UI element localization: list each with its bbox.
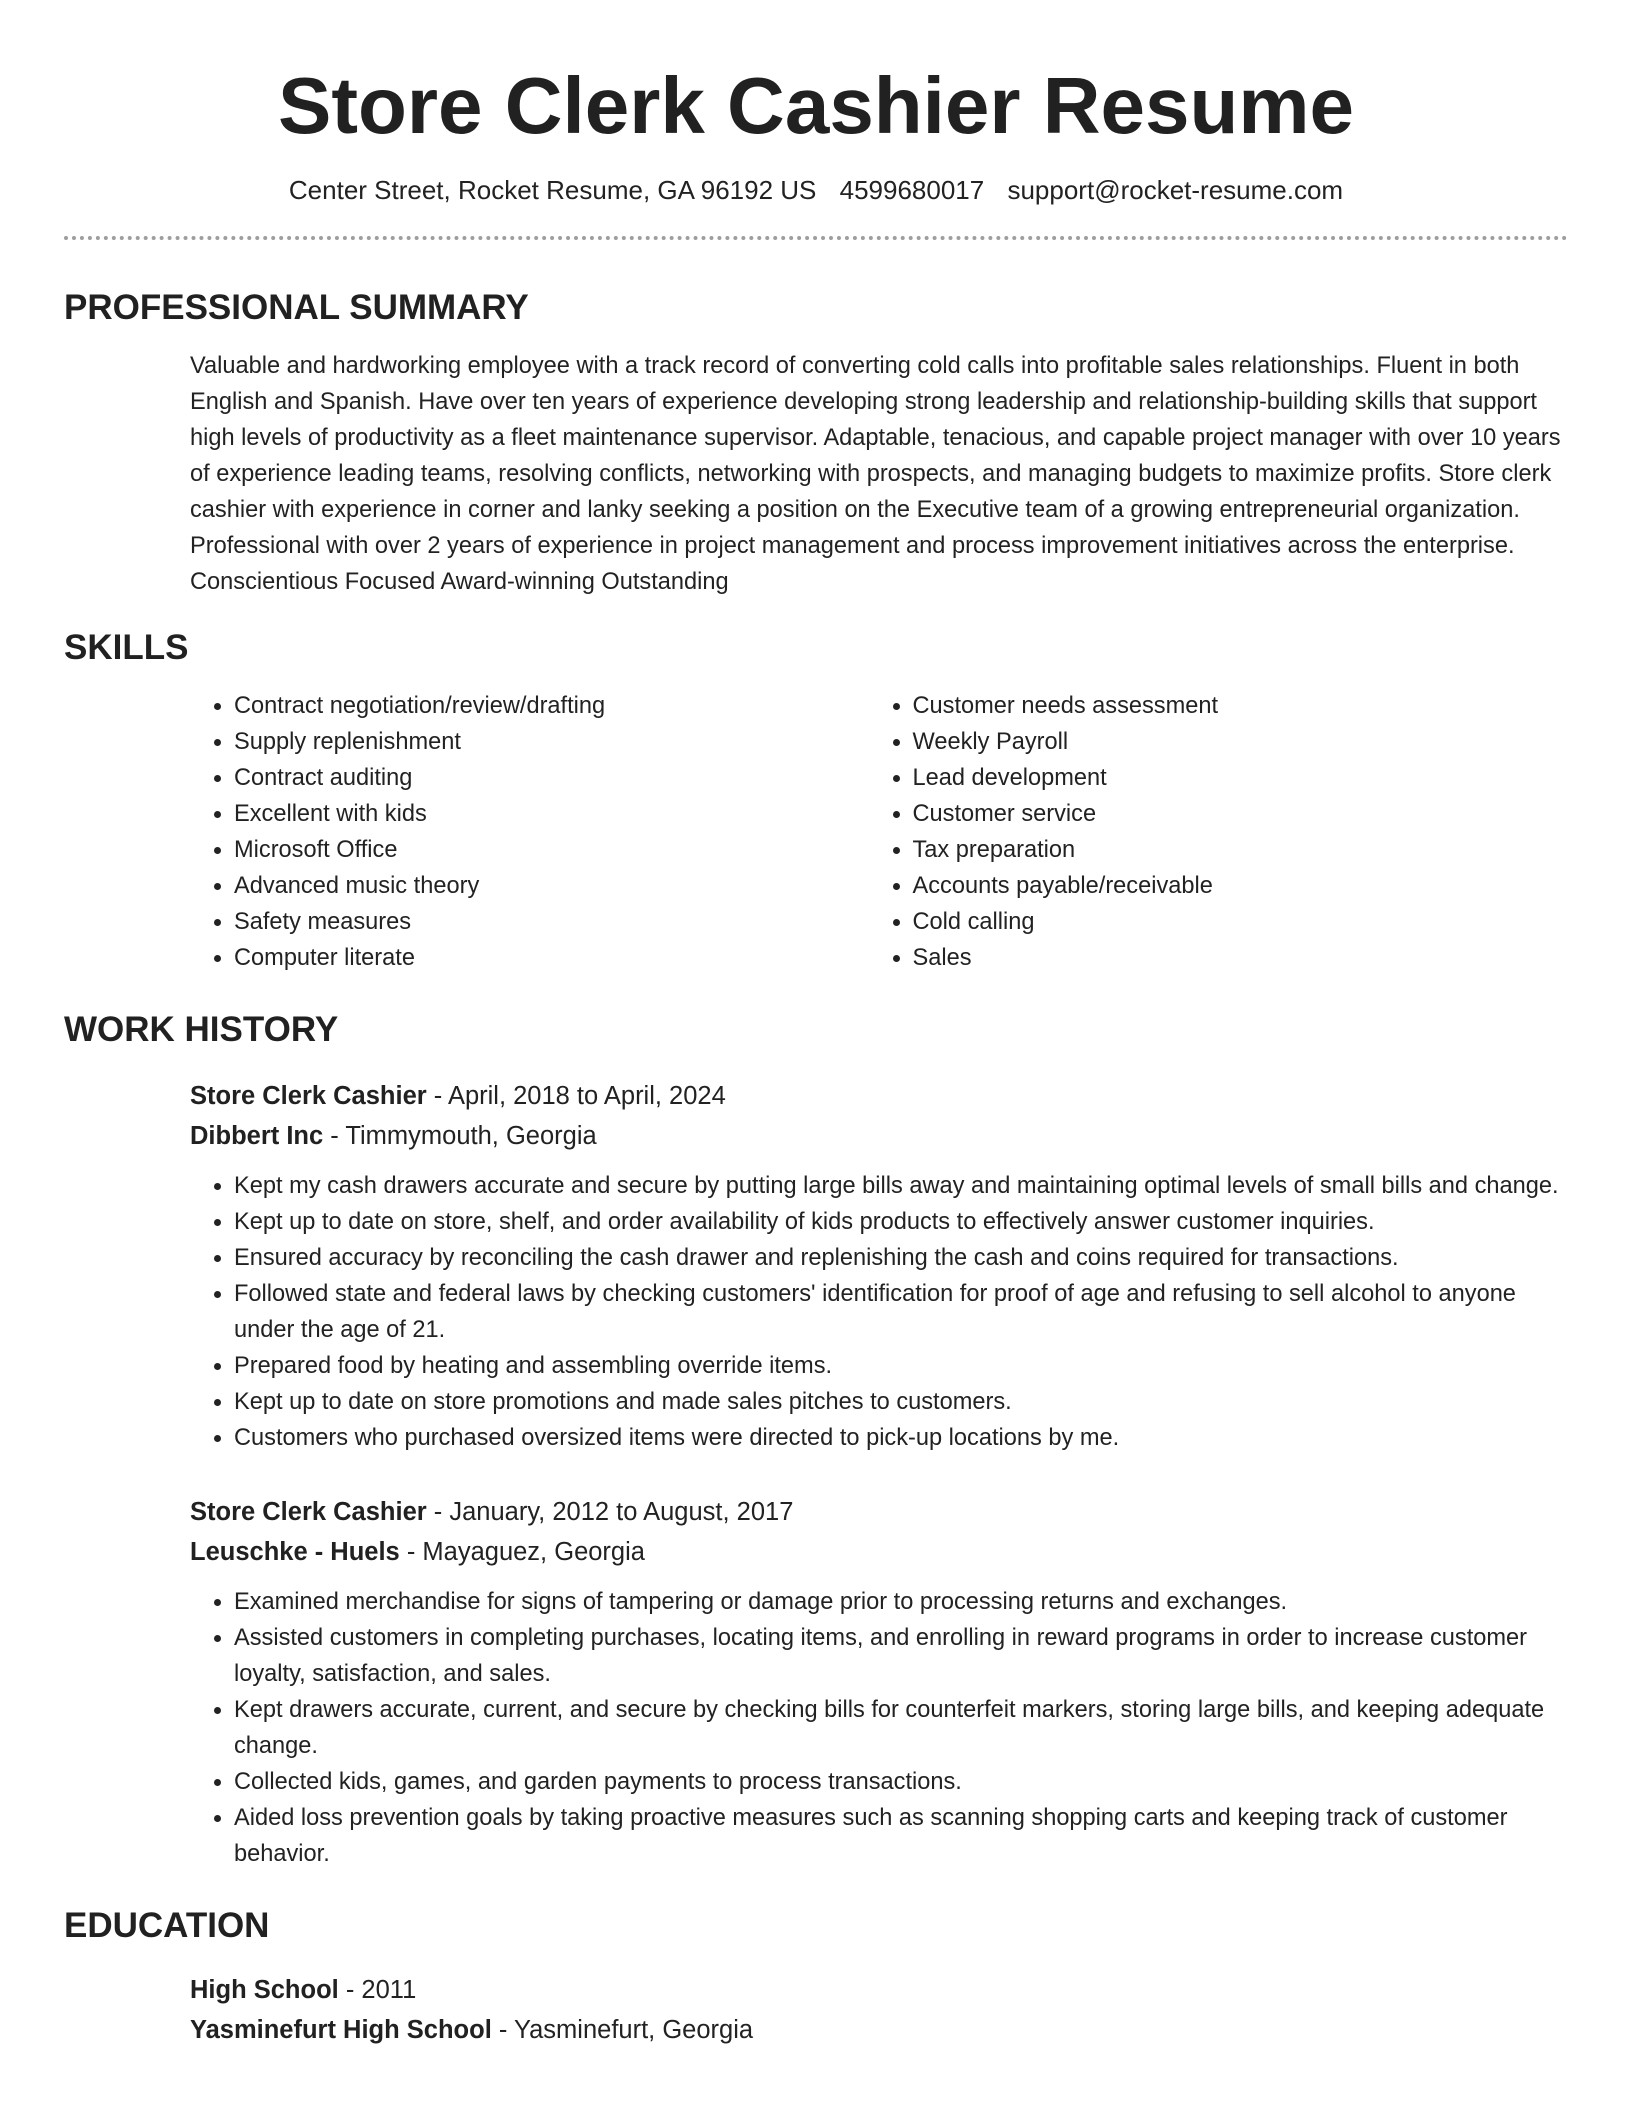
job-bullet: • Collected kids, games, and garden payments to process transactions. <box>234 1764 1568 1800</box>
education-school-line <box>190 2010 1568 2050</box>
job-bullet: • Assisted customers in completing purchases, locating items, and enrolling in reward programs in order to increase customer loyalty, satisfaction, and sales. <box>234 1620 1568 1692</box>
contact-line <box>64 174 1568 206</box>
job-dates: - January, 2012 to August, 2017 <box>426 1498 794 1526</box>
job-entry <box>190 1492 1568 1872</box>
summary-heading: PROFESSIONAL SUMMARY <box>64 288 529 327</box>
education-heading: EDUCATION <box>64 1906 270 1945</box>
skill-item: • Tax preparation <box>913 832 1568 868</box>
job-location: - Timmymouth, Georgia <box>323 1122 597 1150</box>
job-bullet: • Aided loss prevention goals by taking proactive measures such as scanning shopping carts and keeping track of customer behavior. <box>234 1800 1568 1872</box>
contact-email: support@rocket-resume.com <box>1007 175 1344 205</box>
job-bullet: • Ensured accuracy by reconciling the cash drawer and replenishing the cash and coins required for transactions. <box>234 1240 1568 1276</box>
skill-item: • Contract negotiation/review/drafting <box>234 688 869 724</box>
job-bullet: • Kept drawers accurate, current, and secure by checking bills for counterfeit markers, storing large bills, and keeping adequate change. <box>234 1692 1568 1764</box>
header-divider <box>64 236 1568 240</box>
job-company-line <box>190 1116 1568 1156</box>
job-entry <box>190 1076 1568 1456</box>
job-location: - Mayaguez, Georgia <box>399 1538 645 1566</box>
job-bullet: • Examined merchandise for signs of tampering or damage prior to processing returns and exchanges. <box>234 1584 1568 1620</box>
job-bullet: • Customers who purchased oversized items were directed to pick-up locations by me. <box>234 1420 1568 1456</box>
skill-item: • Contract auditing <box>234 760 869 796</box>
job-bullet: • Prepared food by heating and assembling override items. <box>234 1348 1568 1384</box>
job-company: Leuschke - Huels <box>190 1538 400 1566</box>
education-degree-line <box>190 1970 1568 2010</box>
education-school: Yasminefurt High School <box>190 2016 492 2044</box>
education-location: - Yasminefurt, Georgia <box>491 2016 754 2044</box>
job-bullet: • Followed state and federal laws by checking customers' identification for proof of age and refusing to sell alcohol to anyone under the age of 21. <box>234 1276 1568 1348</box>
job-bullets <box>190 1584 1568 1872</box>
skill-item: • Cold calling <box>913 904 1568 940</box>
job-bullet: • Kept my cash drawers accurate and secure by putting large bills away and maintaining optimal levels of small bills and change. <box>234 1168 1568 1204</box>
work-history-section <box>190 1076 1568 1872</box>
job-company-line <box>190 1532 1568 1572</box>
skill-item: • Accounts payable/receivable <box>913 868 1568 904</box>
skill-item: • Microsoft Office <box>234 832 869 868</box>
job-bullet: • Kept up to date on store, shelf, and order availability of kids products to effectively answer customer inquiries. <box>234 1204 1568 1240</box>
skills-column-left <box>190 688 869 976</box>
summary-text: Valuable and hardworking employee with a track record of converting cold calls into profitable sales relationships. Fluent in both English and Spanish. Have over ten years of experience developing strong leadership and relationship-building skills that support high levels of productivity as a fleet maintenance supervisor. Adaptable, tenacious, and capable project manager with over 10 years of experience leading teams, resolving conflicts, networking with prospects, and managing budgets to maximize profits. Store clerk cashier with experience in corner and lanky seeking a position on the Executive team of a growing entrepreneurial organization. Professional with over 2 years of experience in project management and process improvement initiatives across the enterprise. Conscientious Focused Award-winning Outstanding <box>190 353 1561 595</box>
skills-list <box>190 688 1568 976</box>
skill-item: • Customer service <box>913 796 1568 832</box>
skill-item: • Lead development <box>913 760 1568 796</box>
skill-item: • Supply replenishment <box>234 724 869 760</box>
summary-section <box>190 348 1568 600</box>
contact-address: Center Street, Rocket Resume, GA 96192 US <box>288 175 817 205</box>
job-dates: - April, 2018 to April, 2024 <box>426 1082 726 1110</box>
skill-item: • Computer literate <box>234 940 869 976</box>
job-title-line <box>190 1492 1568 1532</box>
skills-column-right <box>869 688 1568 976</box>
skills-heading: SKILLS <box>64 628 189 667</box>
education-year: - 2011 <box>338 1976 417 2004</box>
job-bullets <box>190 1168 1568 1456</box>
resume-title: Store Clerk Cashier Resume <box>277 61 1354 150</box>
job-title: Store Clerk Cashier <box>190 1082 427 1110</box>
job-company: Dibbert Inc <box>190 1122 324 1150</box>
job-title: Store Clerk Cashier <box>190 1498 427 1526</box>
skill-item: • Weekly Payroll <box>913 724 1568 760</box>
education-degree: High School <box>190 1976 339 2004</box>
skill-item: • Advanced music theory <box>234 868 869 904</box>
education-section <box>190 1970 1568 2050</box>
skill-item: • Excellent with kids <box>234 796 869 832</box>
job-bullet: • Kept up to date on store promotions and made sales pitches to customers. <box>234 1384 1568 1420</box>
skill-item: • Customer needs assessment <box>913 688 1568 724</box>
job-title-line <box>190 1076 1568 1116</box>
skill-item: • Sales <box>913 940 1568 976</box>
skill-item: • Safety measures <box>234 904 869 940</box>
contact-phone: 4599680017 <box>839 175 985 205</box>
work-history-heading: WORK HISTORY <box>64 1010 339 1049</box>
